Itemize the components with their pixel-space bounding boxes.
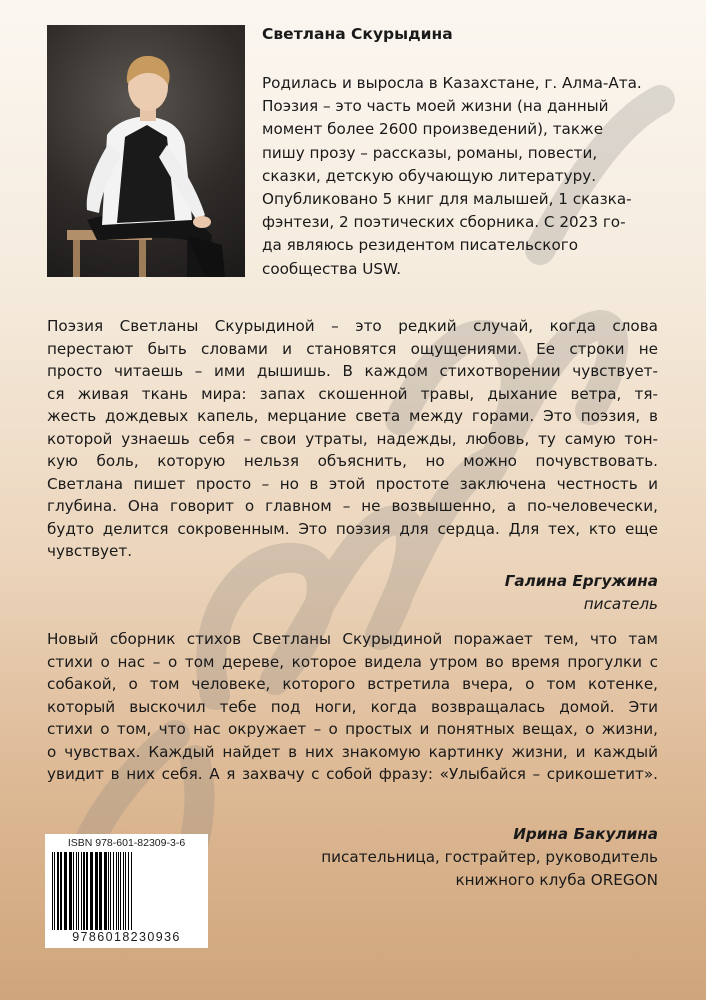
barcode-bar: [110, 852, 111, 930]
barcode-bar: [99, 852, 102, 930]
bio-line: сказки, детскую обучающую литературу.: [262, 166, 597, 185]
review-2-text: [47, 628, 658, 786]
author-name: Светлана Скурыдина: [262, 25, 453, 43]
author-photo: [47, 25, 245, 277]
barcode-bar: [81, 852, 82, 930]
review-line: стихи о том, что нас окружает – о простых и понятных вещах, о жизни,: [47, 720, 658, 738]
reviewer-name: Ирина Бакулина: [513, 825, 658, 843]
review-line: Светлана пишет просто – но в этой простоте заключена честность и: [47, 474, 658, 493]
isbn-barcode: [45, 834, 208, 948]
review-line: чувствует.: [47, 542, 133, 560]
review-line: жесть дождевых капель, мерцание света между горами. Это поэзия, в: [47, 407, 658, 425]
bio-line: Родилась и выросла в Казахстане, г. Алма-Ата.: [262, 74, 642, 92]
bio-line: Опубликовано 5 книг для малышей, 1 сказка-: [262, 190, 632, 209]
reviewer-role: книжного клуба OREGON: [455, 871, 658, 889]
barcode-bar: [78, 852, 79, 930]
barcode-bar: [118, 852, 119, 930]
bio-line: Поэзия – это часть моей жизни (на данный: [262, 97, 609, 116]
review-line: кую боль, которую нельзя объяснить, но можно почувствовать.: [47, 452, 658, 470]
review-line: ся живая ткань мира: запах скошенной травы, дыхание ветра, тя-: [47, 384, 658, 403]
barcode-bar: [125, 852, 126, 930]
bio-line: фэнтези, 2 поэтических сборника. С 2023 го-: [262, 213, 626, 232]
reviewer-name: Галина Ергужина: [504, 572, 658, 590]
review-line: стихи о нас – о том дереве, которое видела утром во время прогулки с: [47, 652, 658, 671]
barcode-bar: [128, 852, 129, 930]
ean-number: 9786018230936: [72, 930, 181, 944]
review-line: о чувствах. Каждый найдет в них знакомую картинку жизни, и каждый: [47, 742, 658, 761]
barcode-bars: [51, 852, 202, 930]
barcode-bar: [52, 852, 53, 930]
barcode-bar: [83, 852, 85, 930]
barcode-bar: [69, 852, 72, 930]
reviewer-role: писатель: [583, 595, 658, 613]
bio-line: момент более 2600 произведений), также: [262, 120, 604, 139]
barcode-bar: [108, 852, 109, 930]
bio-line: да являюсь резидентом писательского: [262, 236, 579, 255]
reviewer-role: писательница, гострайтер, руководитель: [321, 848, 658, 866]
barcode-bar: [90, 852, 93, 930]
bio-line: пишу прозу – рассказы, романы, повести,: [262, 143, 598, 162]
review-line: которой узнаешь себя – свои утраты, надежды, любовь, ту самую тон-: [47, 429, 658, 448]
barcode-bar: [54, 852, 55, 930]
barcode-bar: [113, 852, 114, 930]
review-line: Поэзия Светланы Скурыдиной – это редкий случай, когда слова: [47, 317, 658, 335]
review-line: глубина. Она говорит о главном – не возвышенно, а по-человечески,: [47, 497, 658, 515]
barcode-bar: [64, 852, 67, 930]
author-photo-illustration: [47, 25, 245, 277]
review-line: Новый сборник стихов Светланы Скурыдиной поражает тем, что там: [47, 630, 658, 648]
review-line: будто делится сокровенным. Это поэзия для сердца. Для тех, кто еще: [47, 519, 658, 538]
barcode-bar: [104, 852, 107, 930]
barcode-bar: [57, 852, 59, 930]
barcode-bar: [120, 852, 121, 930]
bio-line: сообщества USW.: [262, 259, 402, 278]
barcode-bar: [95, 852, 98, 930]
barcode-bar: [76, 852, 77, 930]
barcode-bar: [116, 852, 117, 930]
review-1-signature: [505, 570, 658, 616]
barcode-bar: [60, 852, 62, 930]
review-line: просто читаешь – ими дышишь. В каждом стихотворении чувствует-: [47, 362, 658, 380]
review-1-text: [47, 315, 658, 563]
barcode-bar: [131, 852, 132, 930]
review-line: собакой, о том человеке, которого встретила вчера, о том котенке,: [47, 675, 658, 693]
review-line: увидит в них себя. А я захвачу с собой фразу: «Улыбайся – срикошетит».: [47, 765, 658, 783]
author-bio: [262, 72, 672, 281]
barcode-bar: [86, 852, 88, 930]
review-line: перестают быть словами и становятся ощущениями. Ее строки не: [47, 339, 658, 358]
review-line: который выскочил тебе под ноги, когда возвращалась домой. Эти: [47, 697, 658, 716]
barcode-bar: [123, 852, 124, 930]
isbn-number: ISBN 978-601-82309-3-6: [67, 837, 186, 849]
barcode-bar: [73, 852, 74, 930]
review-2-signature: [321, 823, 658, 892]
